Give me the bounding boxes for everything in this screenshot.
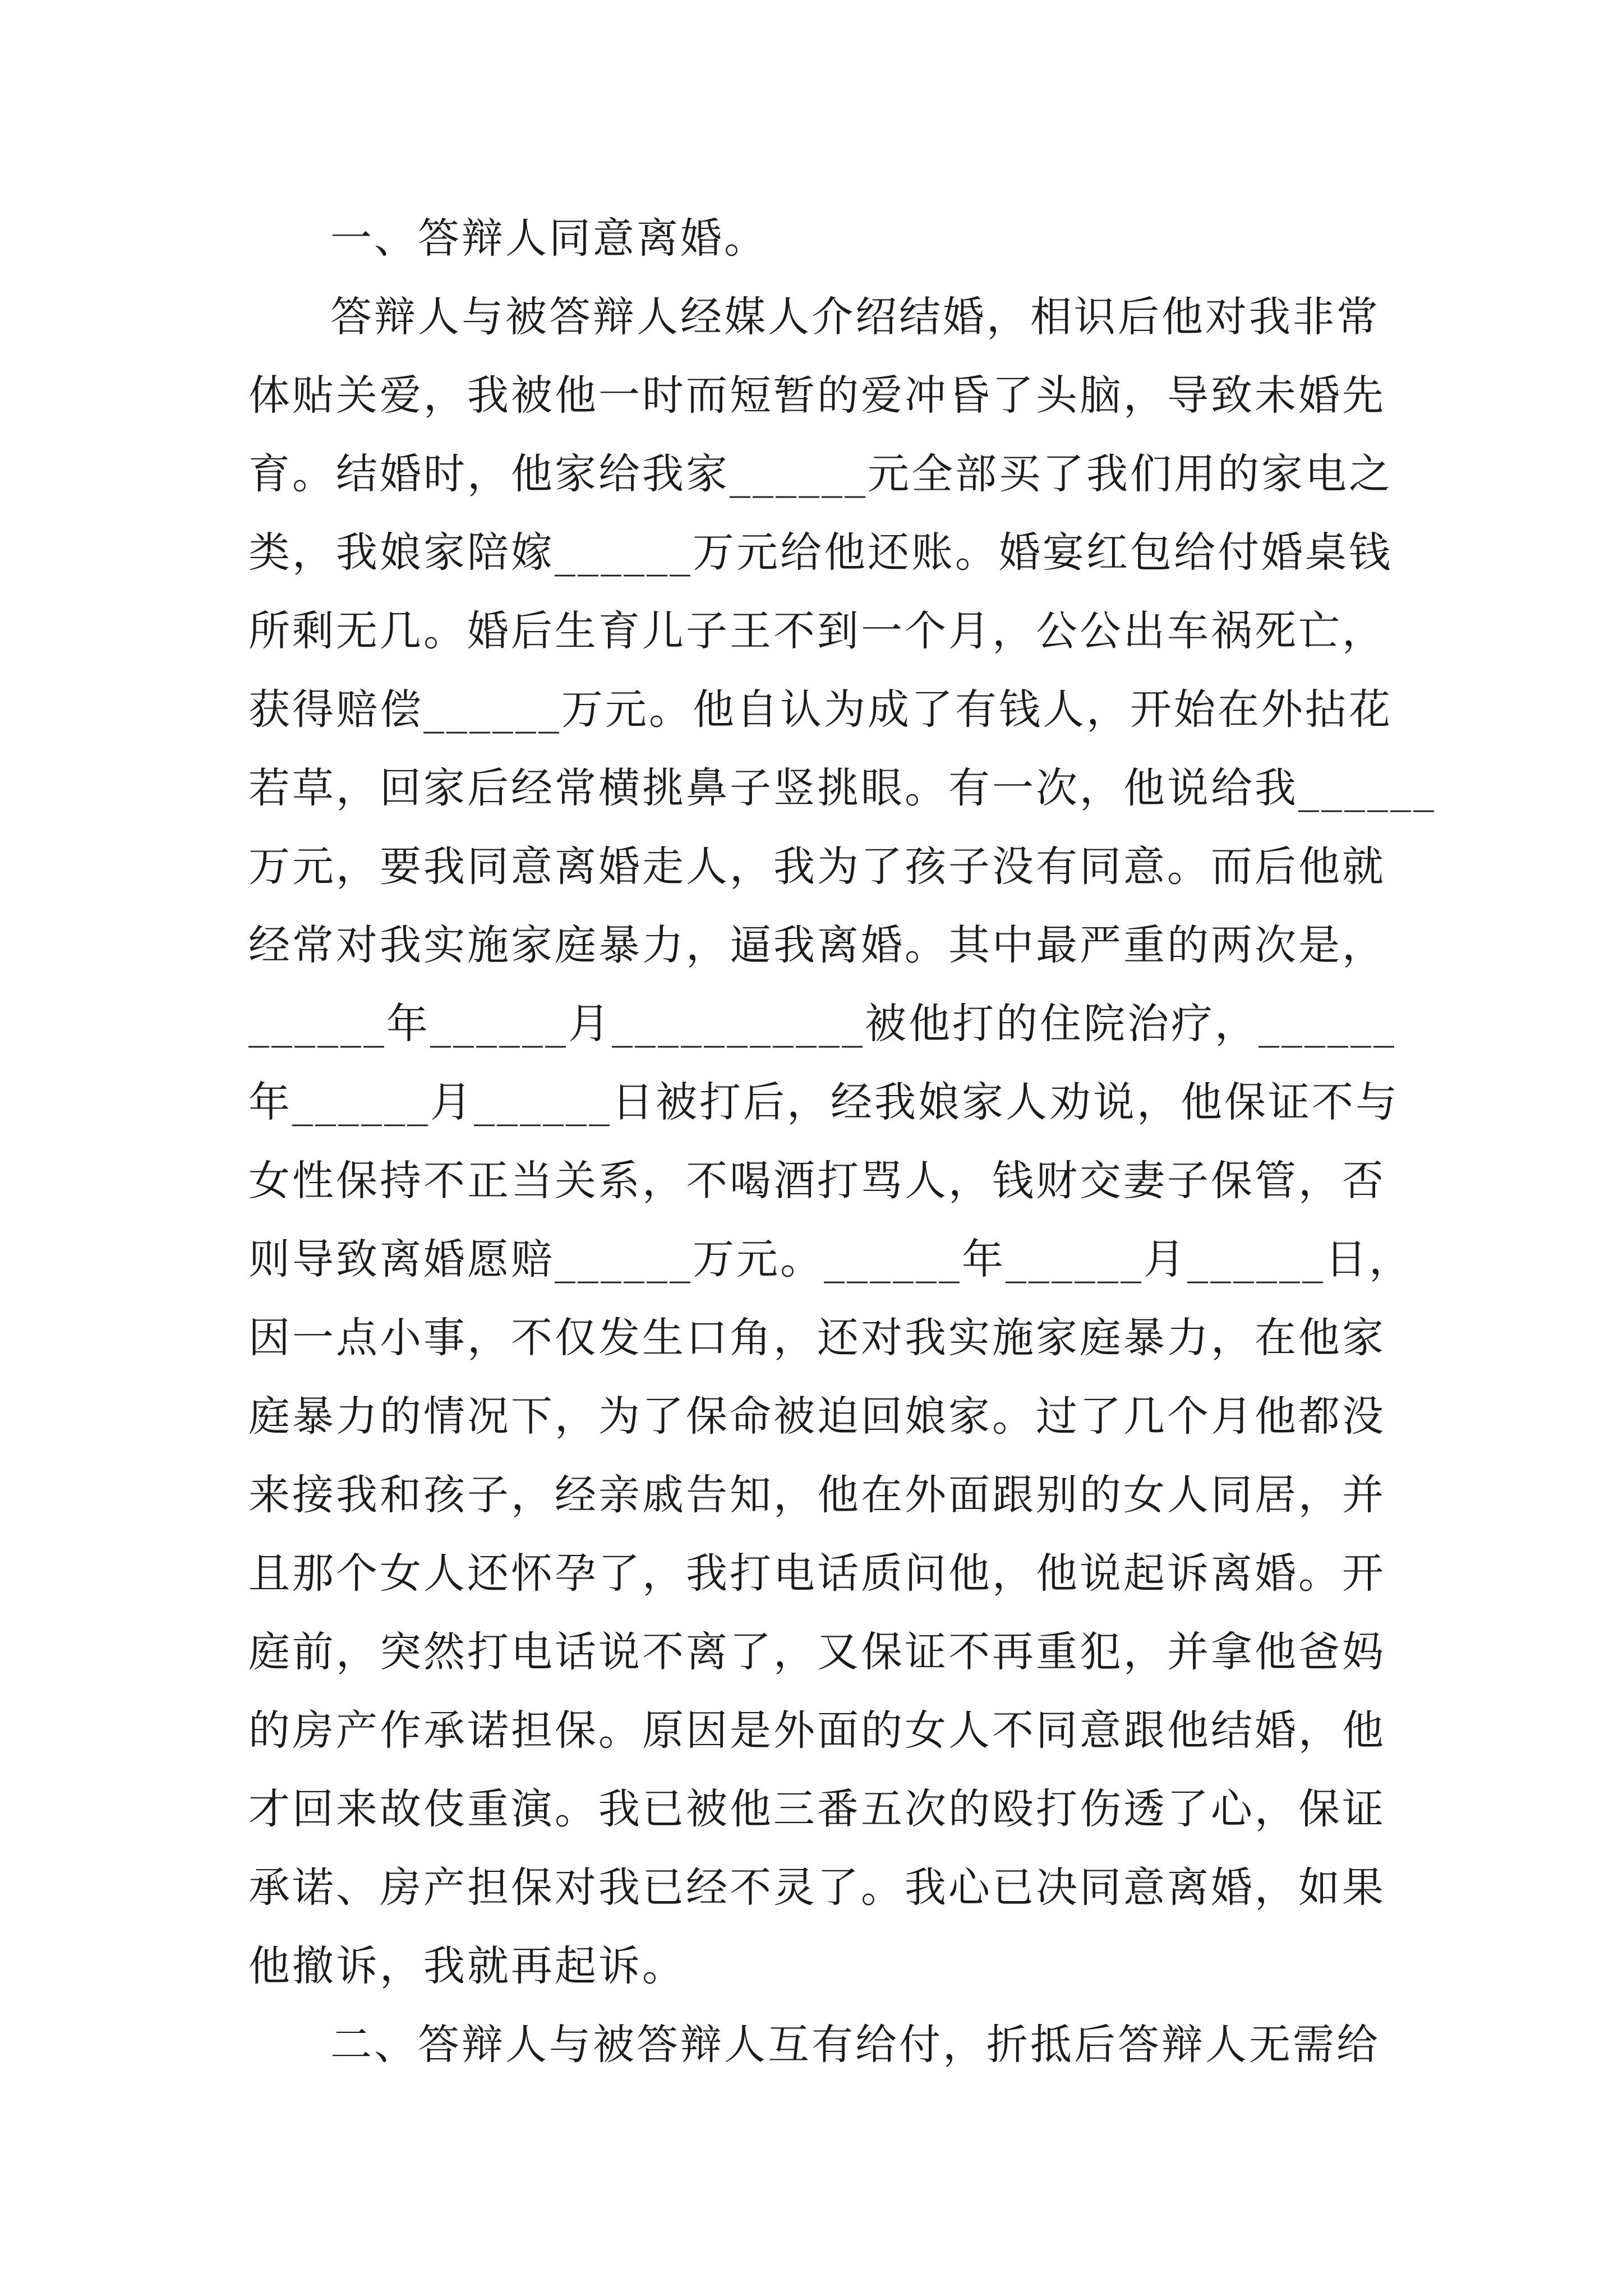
paragraph-line: 因一点小事，不仅发生口角，还对我实施家庭暴力，在他家	[248, 1314, 1386, 1362]
paragraph-line: 获得赔偿______万元。他自认为成了有钱人，开始在外拈花	[248, 685, 1393, 734]
paragraph-line: 年______月______日被打后，经我娘家人劝说，他保证不与	[248, 1078, 1399, 1126]
paragraph-line: 的房产作承诺担保。原因是外面的女人不同意跟他结婚，他	[248, 1706, 1386, 1755]
paragraph-line: 育。结婚时，他家给我家______元全部买了我们用的家电之	[248, 450, 1393, 498]
paragraph-line: 经常对我实施家庭暴力，逼我离婚。其中最严重的两次是，	[248, 921, 1386, 969]
paragraph-line: 万元，要我同意离婚走人，我为了孩子没有同意。而后他就	[248, 843, 1386, 891]
paragraph-line: 女性保持不正当关系，不喝酒打骂人，钱财交妻子保管，否	[248, 1157, 1386, 1205]
paragraph-line: 且那个女人还怀孕了，我打电话质问他，他说起诉离婚。开	[248, 1549, 1386, 1598]
paragraph-line: 庭前，突然打电话说不离了，又保证不再重犯，并拿他爸妈	[248, 1628, 1386, 1676]
paragraph-line: 他撤诉，我就再起诉。	[248, 1942, 686, 1990]
paragraph-line: 体贴关爱，我被他一时而短暂的爱冲昏了头脑，导致未婚先	[248, 371, 1386, 420]
paragraph-line: 来接我和孩子，经亲戚告知，他在外面跟别的女人同居，并	[248, 1471, 1386, 1519]
paragraph-line: 所剩无几。婚后生育儿子王不到一个月，公公出车祸死亡，	[248, 607, 1386, 655]
section-heading-1: 一、答辩人同意离婚。	[330, 214, 768, 263]
paragraph-line: 庭暴力的情况下，为了保命被迫回娘家。过了几个月他都没	[248, 1392, 1386, 1441]
section-heading-2: 二、答辩人与被答辩人互有给付，折抵后答辩人无需给	[330, 2021, 1380, 2069]
paragraph-line: 则导致离婚愿赔______万元。______年______月______日，	[248, 1235, 1413, 1283]
paragraph-line: 承诺、房产担保对我已经不灵了。我心已决同意离婚，如果	[248, 1864, 1386, 1912]
paragraph-line: 才回来故伎重演。我已被他三番五次的殴打伤透了心，保证	[248, 1785, 1386, 1833]
paragraph-line: ______年______月___________被他打的住院治疗，______	[248, 1000, 1396, 1048]
paragraph-line: 类，我娘家陪嫁______万元给他还账。婚宴红包给付婚桌钱	[248, 528, 1393, 577]
paragraph-line: 若草，回家后经常横挑鼻子竖挑眼。有一次，他说给我______	[248, 764, 1436, 812]
paragraph-line: 答辩人与被答辩人经媒人介绍结婚，相识后他对我非常	[330, 293, 1380, 341]
